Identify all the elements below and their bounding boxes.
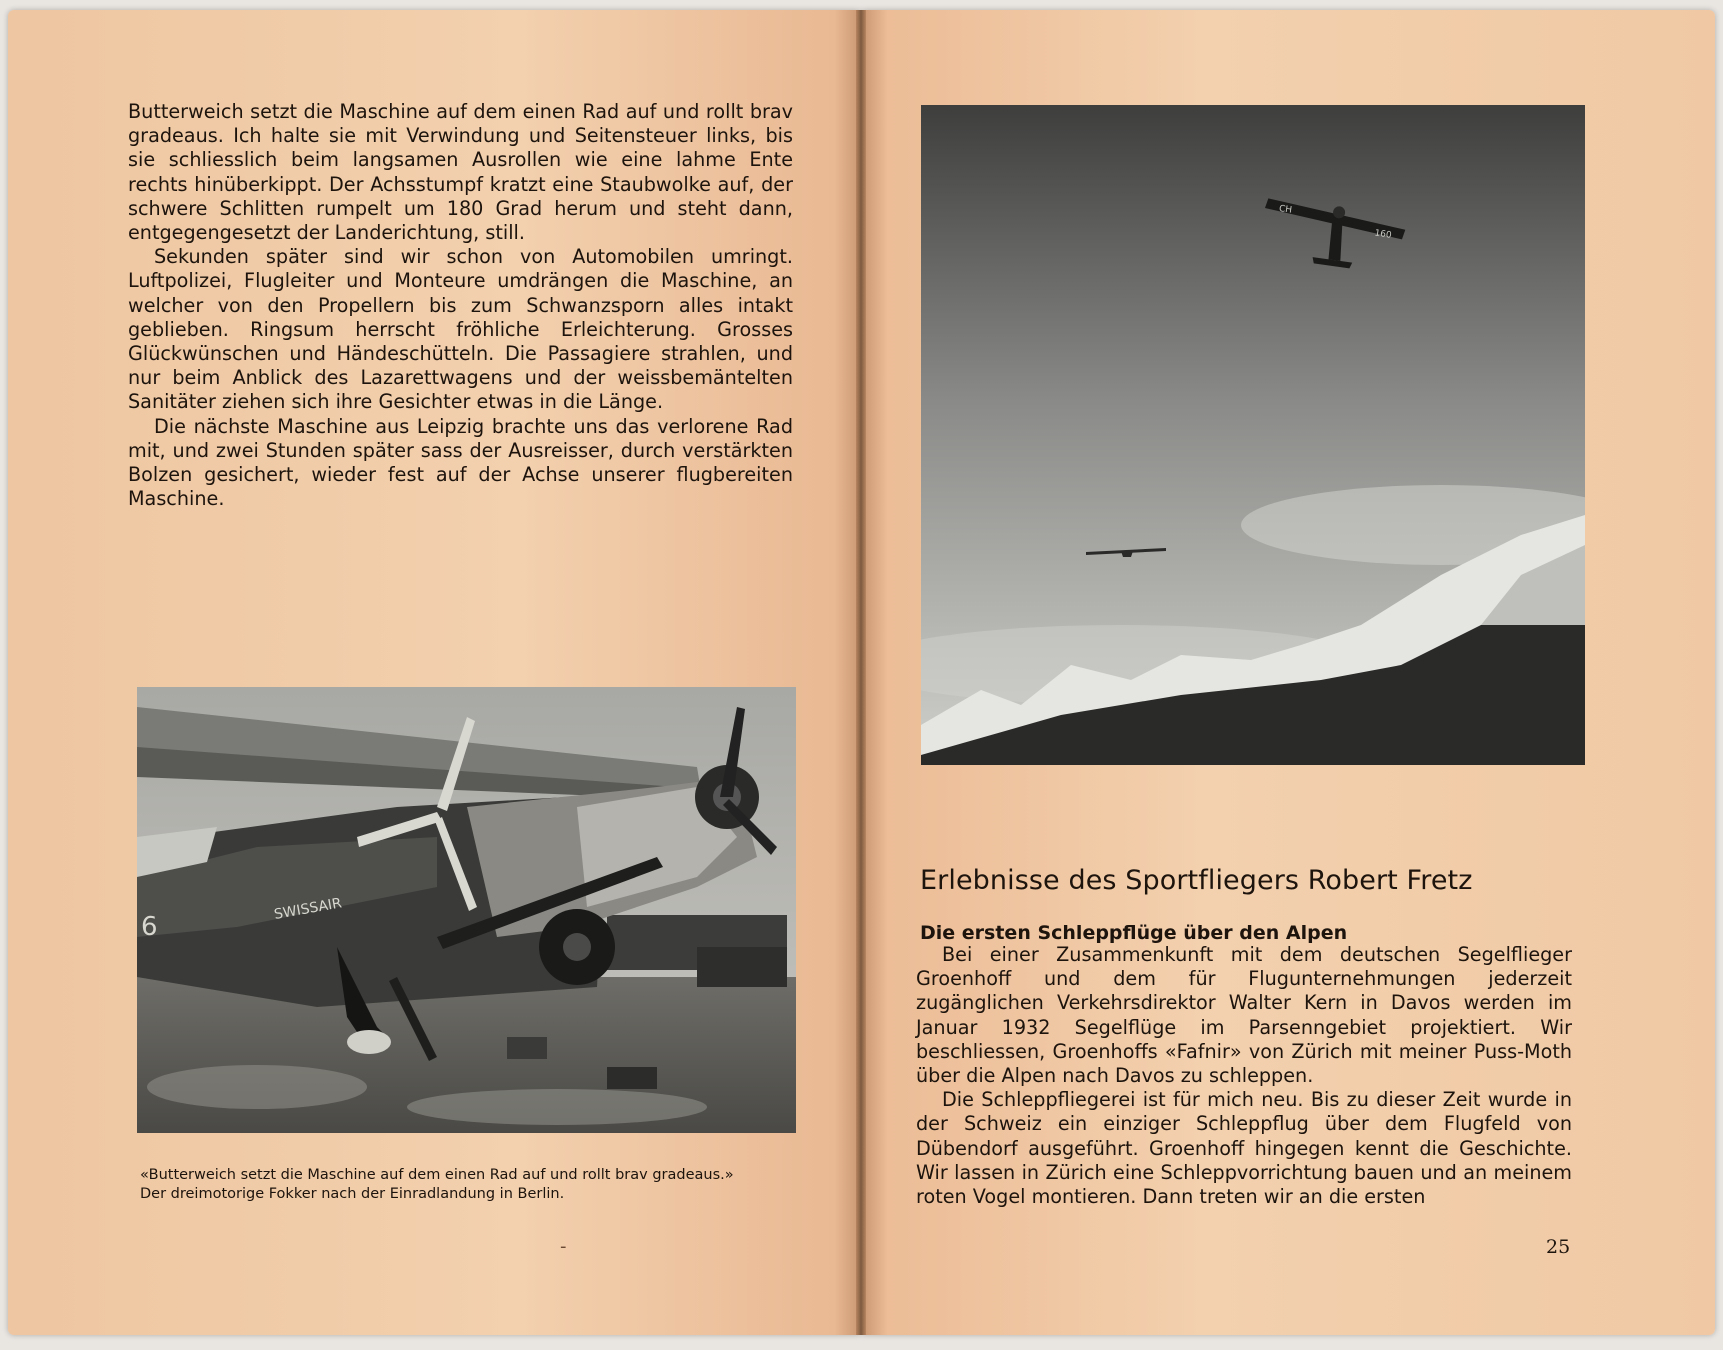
- caption-line-2: Der dreimotorige Fokker nach der Einradlandung in Berlin.: [140, 1186, 565, 1202]
- swissair-lettering: SWISSAIR: [272, 895, 343, 923]
- caption-line-1: «Butterweich setzt die Maschine auf dem einen Rad auf und rollt brav gradeaus.»: [140, 1167, 734, 1183]
- left-paragraph-2: Sekunden später sind wir schon von Automobilen umringt. Luftpolizei, Flugleiter und Monteure umdrängen die Maschine, an welcher von den Propellern bis zum Schwanzsporn alles intakt geblieben. Ringsum herrscht fröhliche Erleichterung. Grosses Glückwünschen und Händeschütteln. Die Passagiere strahlen, und nur beim Anblick des Lazarettwagens und der weissbemäntelten Sanitäter ziehen sich ihre Gesichter etwas in die Länge.: [128, 245, 793, 414]
- left-paragraph-1: Butterweich setzt die Maschine auf dem einen Rad auf und rollt brav gradeaus. Ich halte sie mit Verwindung und Seitensteuer links, bis sie schliesslich beim langsamen Ausrollen wie eine lahme Ente rechts hinüberkippt. Der Achsstumpf kratzt eine Staubwolke auf, der schwere Schlitten rumpelt um 180 Grad herum und steht dann, entgegengesetzt der Landerichtung, still.: [128, 100, 793, 245]
- right-paragraph-2: Die Schleppfliegerei ist für mich neu. Bis zu dieser Zeit wurde in der Schweiz ein einziger Schleppflug über dem Flugfeld von Dübendorf ausgeführt. Groenhoff hingegen kennt die Geschichte. Wir lassen in Zürich eine Schleppvorrichtung bauen und an meinem roten Vogel montieren. Dann treten wir an die ersten: [916, 1088, 1572, 1209]
- right-page-body: [916, 943, 1572, 1209]
- book-gutter: [856, 10, 866, 1335]
- left-paragraph-3: Die nächste Maschine aus Leipzig brachte uns das verlorene Rad mit, und zwei Stunden später sass der Ausreisser, durch verstärkten Bolzen gesichert, wieder fest auf der Achse unserer flugbereiten Maschine.: [128, 414, 793, 511]
- fokker-photo: [137, 687, 796, 1133]
- left-page-body: [128, 100, 793, 511]
- photo-caption: [140, 1166, 800, 1204]
- fuselage-number: 6: [141, 912, 158, 942]
- page-mark: -: [560, 1236, 567, 1257]
- plane-marking-right: 160: [1373, 228, 1393, 241]
- plane-marking-left: CH: [1278, 204, 1293, 216]
- aerotow-photo: [921, 105, 1585, 765]
- section-subtitle: Die ersten Schleppflüge über den Alpen: [920, 921, 1348, 944]
- page-number: 25: [1546, 1236, 1571, 1258]
- right-paragraph-1: Bei einer Zusammenkunft mit dem deutschen Segelflieger Groenhoff und dem für Flugunternehmungen jederzeit zugänglichen Verkehrsdirektor Walter Kern in Davos werden im Januar 1932 Segelflüge im Parsenngebiet projektiert. Wir beschliessen, Groenhoffs «Fafnir» von Zürich mit meiner Puss-Moth über die Alpen nach Davos zu schleppen.: [916, 943, 1572, 1088]
- chapter-title: Erlebnisse des Sportfliegers Robert Fretz: [920, 865, 1473, 897]
